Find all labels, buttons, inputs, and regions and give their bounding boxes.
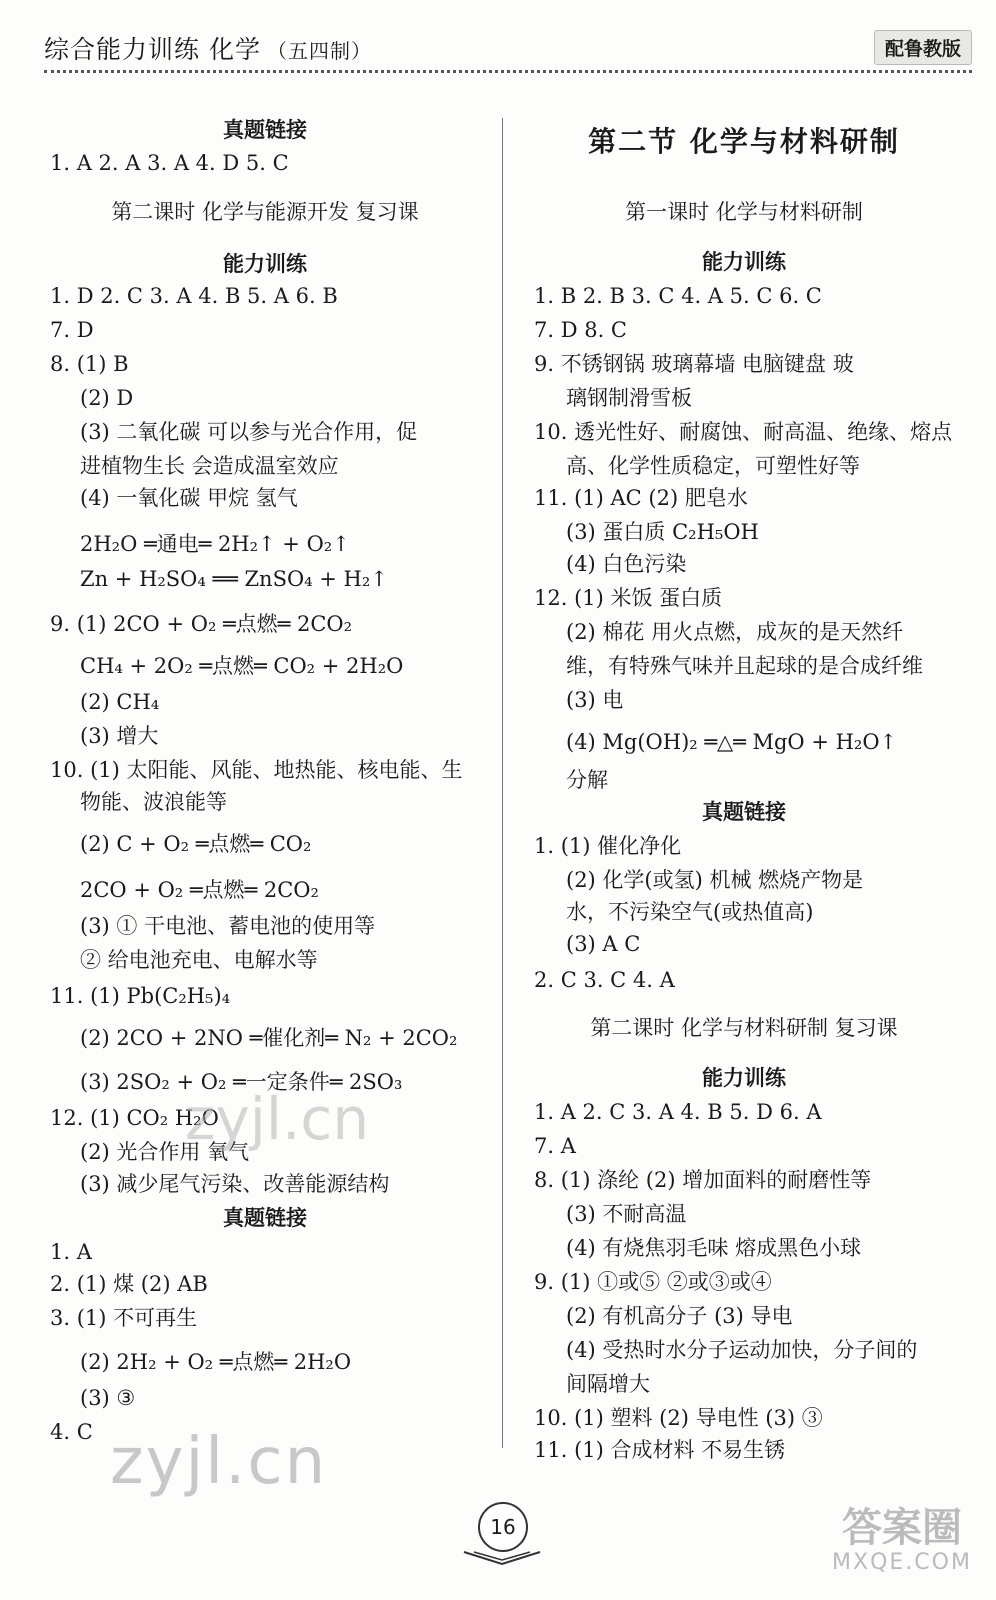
answer-line: ② 给电池充电、电解水等 (80, 948, 318, 972)
answer-line: 1. A (50, 1240, 92, 1264)
answer-line: (3) A C (566, 932, 641, 956)
answer-line: (3) 减少尾气污染、改善能源结构 (80, 1172, 390, 1196)
answer-line: (3) 不耐高温 (566, 1202, 687, 1226)
answer-line: 2. C 3. C 4. A (534, 968, 675, 992)
watermark-bottom: zyjl.cn (110, 1425, 328, 1499)
answer-line: (3) 2SO₂ + O₂ ═一定条件═ 2SO₃ (80, 1070, 403, 1094)
answer-line: 1. D 2. C 3. A 4. B 5. A 6. B (50, 284, 338, 308)
answer-line: (2) 棉花 用火点燃，成灰的是天然纤 (566, 620, 904, 644)
subsection-heading: 真题链接 (702, 800, 786, 824)
answer-line: 4. C (50, 1420, 93, 1444)
answer-line: (2) D (80, 386, 134, 410)
answer-line: (3) 电 (566, 688, 624, 712)
answer-line: 高、化学性质稳定，可塑性好等 (566, 454, 860, 478)
page-number: 16 (478, 1502, 528, 1552)
answer-line: 9. 不锈钢锅 玻璃幕墙 电脑键盘 玻 (534, 352, 854, 376)
subsection-heading: 真题链接 (223, 118, 307, 142)
section-title: 第二节 化学与材料研制 (588, 125, 900, 158)
answer-line: 11. (1) AC (2) 肥皂水 (534, 486, 748, 510)
answer-line: 8. (1) 涤纶 (2) 增加面料的耐磨性等 (534, 1168, 872, 1192)
answer-line: (2) 光合作用 氧气 (80, 1140, 250, 1164)
answer-line: 3. (1) 不可再生 (50, 1306, 198, 1330)
answer-line: 维，有特殊气味并且起球的是合成纤维 (566, 654, 923, 678)
book-title-text: 综合能力训练 化学 (44, 35, 261, 64)
answer-line: 12. (1) CO₂ H₂O (50, 1106, 219, 1130)
answer-line: 7. A (534, 1134, 576, 1158)
answer-line: 7. D (50, 318, 94, 342)
logo-text: 答案圈 (842, 1505, 962, 1551)
watermark-overlay: zyjl.cn (185, 1085, 370, 1153)
column-divider (502, 118, 503, 1448)
answer-line: (4) Mg(OH)₂ ═△═ MgO + H₂O↑ (566, 730, 898, 754)
answer-line: 2. (1) 煤 (2) AB (50, 1272, 208, 1296)
answer-line: 间隔增大 (566, 1372, 650, 1396)
answer-line: (2) 有机高分子 (3) 导电 (566, 1304, 793, 1328)
answer-line: 物能、波浪能等 (80, 790, 227, 814)
answer-line: (2) 2CO + 2NO ═催化剂═ N₂ + 2CO₂ (80, 1026, 458, 1050)
book-title (44, 30, 372, 66)
lesson-heading: 第二课时 化学与材料研制 复习课 (590, 1016, 898, 1040)
subsection-heading: 能力训练 (702, 250, 786, 274)
answer-line: 10. (1) 塑料 (2) 导电性 (3) ③ (534, 1406, 823, 1430)
subsection-heading: 能力训练 (223, 252, 307, 276)
lesson-heading: 第一课时 化学与材料研制 (625, 200, 863, 224)
answer-line: (2) 2H₂ + O₂ ═点燃═ 2H₂O (80, 1350, 352, 1374)
answer-line: 璃钢制滑雪板 (566, 386, 692, 410)
answer-line: 11. (1) Pb(C₂H₅)₄ (50, 984, 231, 1008)
answer-line: 分解 (566, 768, 608, 792)
answer-line: (4) 一氧化碳 甲烷 氢气 (80, 486, 298, 510)
subsection-heading: 能力训练 (702, 1066, 786, 1090)
answer-line: 2H₂O ═通电═ 2H₂↑ + O₂↑ (80, 532, 350, 556)
page-header (44, 26, 972, 73)
answer-line: 进植物生长 会造成温室效应 (80, 454, 339, 478)
answer-line: (2) 化学(或氢) 机械 燃烧产物是 (566, 868, 864, 892)
answer-line: (3) ① 干电池、蓄电池的使用等 (80, 914, 376, 938)
answer-line: (3) 二氧化碳 可以参与光合作用，促 (80, 420, 418, 444)
answer-line: (3) 蛋白质 C₂H₅OH (566, 520, 759, 544)
answer-line: 9. (1) 2CO + O₂ ═点燃═ 2CO₂ (50, 612, 353, 636)
answer-line: (2) CH₄ (80, 690, 160, 714)
logo-url: MXQE.COM (832, 1550, 972, 1575)
answer-line: 1. A 2. C 3. A 4. B 5. D 6. A (534, 1100, 822, 1124)
answer-line: 2CO + O₂ ═点燃═ 2CO₂ (80, 878, 319, 902)
answer-line: 12. (1) 米饭 蛋白质 (534, 586, 723, 610)
answer-line: (4) 白色污染 (566, 552, 687, 576)
answer-line: 1. A 2. A 3. A 4. D 5. C (50, 151, 289, 175)
answer-line: (4) 受热时水分子运动加快，分子间的 (566, 1338, 918, 1362)
answer-line: 9. (1) ①或⑤ ②或③或④ (534, 1270, 772, 1294)
answer-line: (3) ③ (80, 1386, 136, 1410)
answer-line: 7. D 8. C (534, 318, 628, 342)
answer-line: (4) 有烧焦羽毛味 熔成黑色小球 (566, 1236, 862, 1260)
answer-line: 1. B 2. B 3. C 4. A 5. C 6. C (534, 284, 822, 308)
answer-line: 11. (1) 合成材料 不易生锈 (534, 1438, 786, 1462)
page-number-decoration (460, 1548, 544, 1568)
answer-line: (2) C + O₂ ═点燃═ CO₂ (80, 832, 312, 856)
answer-line: 10. (1) 太阳能、风能、地热能、核电能、生 (50, 758, 463, 782)
answer-line: CH₄ + 2O₂ ═点燃═ CO₂ + 2H₂O (80, 654, 404, 678)
answer-line: Zn + H₂SO₄ ══ ZnSO₄ + H₂↑ (80, 567, 388, 591)
answer-line: 10. 透光性好、耐腐蚀、耐高温、绝缘、熔点 (534, 420, 953, 444)
lesson-heading: 第二课时 化学与能源开发 复习课 (111, 200, 419, 224)
subsection-heading: 真题链接 (223, 1206, 307, 1230)
edition-badge: 配鲁教版 (874, 30, 972, 65)
book-subtitle: （五四制） (266, 39, 372, 63)
answer-line: 1. (1) 催化净化 (534, 834, 682, 858)
site-logo-watermark (832, 1506, 972, 1576)
answer-line: 8. (1) B (50, 352, 129, 376)
answer-line: (3) 增大 (80, 724, 159, 748)
answer-line: 水，不污染空气(或热值高) (566, 900, 814, 924)
